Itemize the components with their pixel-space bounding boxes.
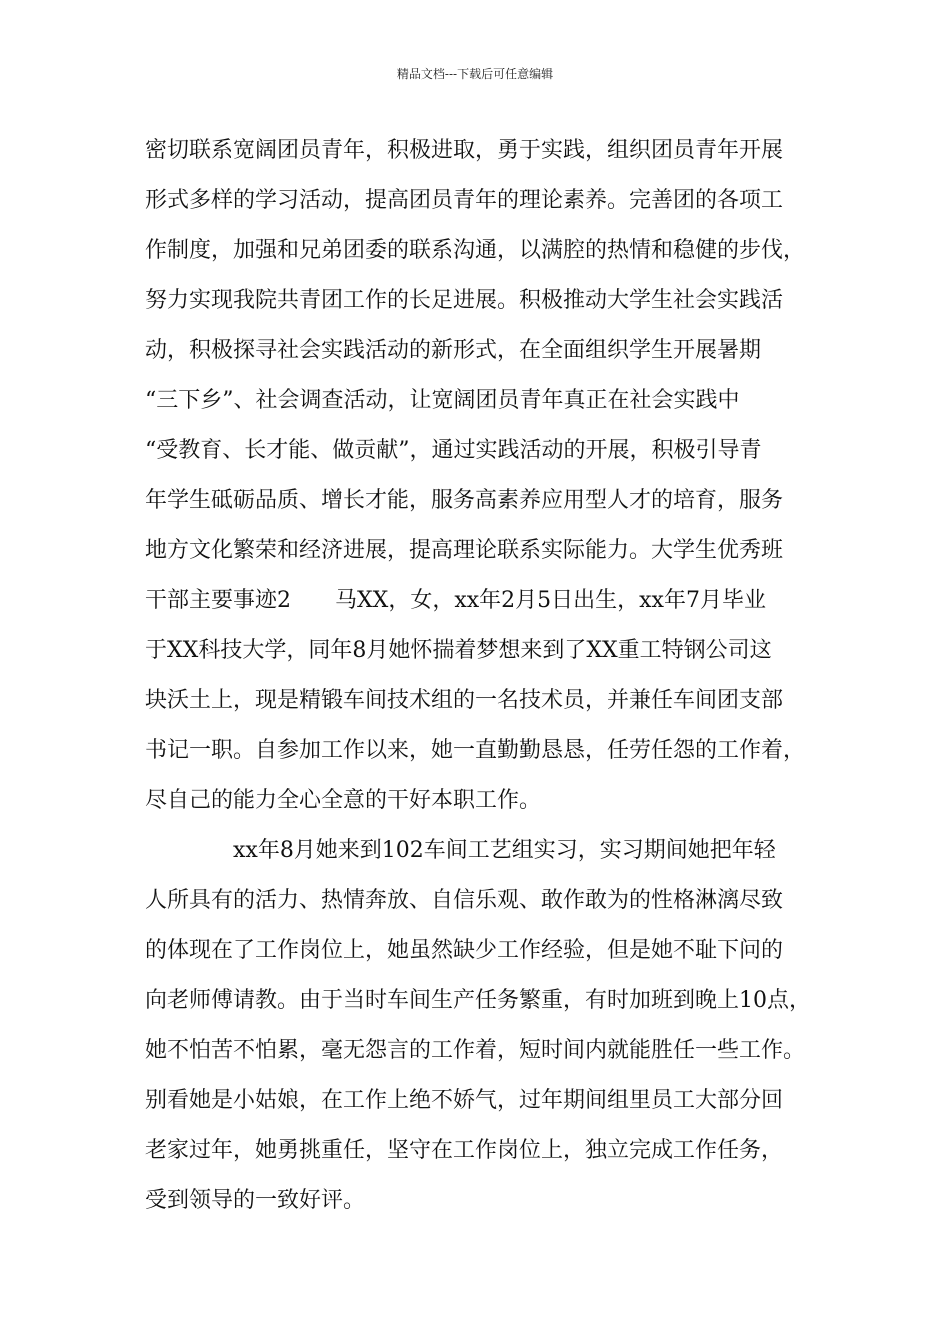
- body-line: 受到领导的一致好评。: [145, 1188, 366, 1213]
- body-line: 作制度，加强和兄弟团委的联系沟通，以满腔的热情和稳健的步伐，: [145, 238, 806, 263]
- body-line: “三下乡”、社会调查活动，让宽阔团员青年真正在社会实践中: [145, 388, 740, 413]
- body-line: 动，积极探寻社会实践活动的新形式，在全面组织学生开展暑期: [145, 338, 762, 363]
- body-line: 努力实现我院共青团工作的长足进展。积极推动大学生社会实践活: [145, 288, 784, 313]
- body-line: 干部主要事迹2 马XX，女，xx年2月5日出生，xx年7月毕业: [145, 588, 766, 613]
- body-line: 年学生砥砺品质、增长才能，服务高素养应用型人才的培育，服务: [145, 488, 784, 513]
- body-line: 她不怕苦不怕累，毫无怨言的工作着，短时间内就能胜任一些工作。: [145, 1038, 806, 1063]
- body-line: xx年8月她来到102车间工艺组实习，实习期间她把年轻: [145, 838, 776, 863]
- body-line: 别看她是小姑娘，在工作上绝不娇气，过年期间组里员工大部分回: [145, 1088, 784, 1113]
- body-line: 密切联系宽阔团员青年，积极进取，勇于实践，组织团员青年开展: [145, 138, 784, 163]
- body-line: 书记一职。自参加工作以来，她一直勤勤恳恳，任劳任怨的工作着，: [145, 738, 806, 763]
- page-header: 精品文档---下载后可任意编辑: [396, 67, 554, 81]
- body-line: 块沃土上，现是精锻车间技术组的一名技术员，并兼任车间团支部: [145, 688, 784, 713]
- body-line: 人所具有的活力、热情奔放、自信乐观、敢作敢为的性格淋漓尽致: [145, 888, 784, 913]
- body-line: “受教育、长才能、做贡献”，通过实践活动的开展，积极引导青: [145, 438, 762, 463]
- body-line: 地方文化繁荣和经济进展，提高理论联系实际能力。大学生优秀班: [145, 538, 784, 563]
- body-line: 形式多样的学习活动，提高团员青年的理论素养。完善团的各项工: [145, 188, 784, 213]
- body-line: 的体现在了工作岗位上，她虽然缺少工作经验，但是她不耻下问的: [145, 938, 784, 963]
- body-line: 尽自己的能力全心全意的干好本职工作。: [145, 788, 542, 813]
- body-line: 老家过年，她勇挑重任，坚守在工作岗位上，独立完成工作任务，: [145, 1138, 784, 1163]
- body-line: 于XX科技大学，同年8月她怀揣着梦想来到了XX重工特钢公司这: [145, 638, 772, 663]
- body-line: 向老师傅请教。由于当时车间生产任务繁重，有时加班到晚上10点，: [145, 988, 811, 1013]
